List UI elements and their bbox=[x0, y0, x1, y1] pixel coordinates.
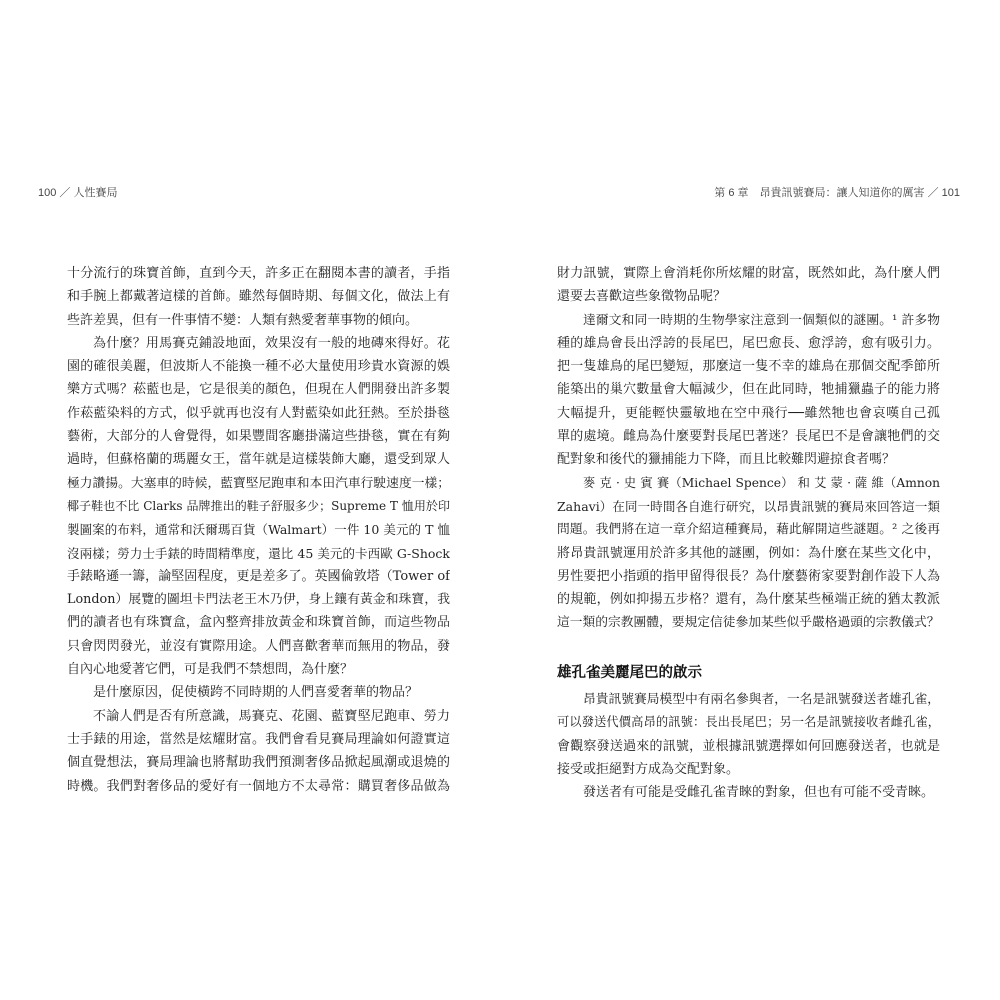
text-line: 和手腕上都戴著這樣的首飾。雖然每個時期、每個文化，做法上有 bbox=[67, 289, 450, 305]
text-line: 能築出的巢穴數量會大幅減少，但在此同時，牠捕獵蟲子的能力將 bbox=[557, 382, 940, 398]
text-line: 藝術，大部分的人會覺得，如果豐間客廳掛滿這些掛毯，實在有夠 bbox=[67, 429, 450, 445]
text-line: 配對象和後代的獵捕能力下降，而且比較難閃避掠食者嗎？ bbox=[557, 452, 896, 468]
text-line: 只會閃閃發光，並沒有實際用途。人們喜歡奢華而無用的物品，發 bbox=[67, 638, 450, 654]
text-line: 椰子鞋也不比 Clarks 品牌推出的鞋子舒服多少；Supreme T 恤用於印 bbox=[67, 498, 450, 513]
text-line: 這一類的宗教團體，要規定信徒參加某些似乎嚴格過頭的宗教儀式？ bbox=[557, 615, 940, 631]
text-line: 士手錶的用途，當然是炫耀財富。我們會看見賽局理論如何證實這 bbox=[67, 731, 450, 747]
text-line: Zahavi）在同一時間各自進行研究，以昂貴訊號的賽局來回答這一類 bbox=[557, 498, 940, 514]
text-line: 男性要把小指頭的指甲留得很長？為什麼藝術家要對創作設下人為 bbox=[557, 568, 940, 584]
text-line: 問題。我們將在這一章介紹這種賽局，藉此解開這些謎題。² 之後再 bbox=[557, 522, 940, 538]
text-line: London）展覽的圖坦卡門法老王木乃伊，身上鑲有黃金和珠寶，我 bbox=[67, 592, 450, 608]
text-line: 的規範，例如抑揚五步格？還有，為什麼某些極端正統的猶太教派 bbox=[557, 592, 940, 608]
text-line: 自內心地愛著它們，可是我們不禁想問，為什麼？ bbox=[67, 662, 354, 678]
text-line: 沒兩樣；勞力士手錶的時間精準度，還比 45 美元的卡西歐 G-Shock bbox=[67, 545, 450, 561]
text-line: 大幅提升，更能輕快靈敏地在空中飛行──雖然牠也會哀嘆自己孤 bbox=[557, 405, 940, 421]
text-line: 達爾文和同一時期的生物學家注意到一個類似的謎團。¹ 許多物 bbox=[583, 312, 940, 328]
text-line: 是什麼原因，促使橫跨不同時期的人們喜愛奢華的物品？ bbox=[93, 685, 419, 701]
text-line: 接受或拒絕對方成為交配對象。 bbox=[557, 761, 740, 777]
text-line: 時機。我們對奢侈品的愛好有一個地方不太尋常：購買奢侈品做為 bbox=[67, 778, 450, 794]
text-line: 還要去喜歡這些象徵物品呢？ bbox=[557, 289, 727, 305]
text-line: 不論人們是否有所意識，馬賽克、花園、藍寶堅尼跑車、勞力 bbox=[93, 708, 450, 724]
text-line: 會觀察發送過來的訊號，並根據訊號選擇如何回應發送者，也就是 bbox=[557, 738, 940, 754]
text-line: 財力訊號，實際上會消耗你所炫耀的財富，既然如此，為什麼人們 bbox=[557, 266, 940, 281]
text-line: 發送者有可能是受雌孔雀青睞的對象，但也有可能不受青睞。 bbox=[583, 785, 935, 801]
right-page-header: 第 6 章 昂貴訊號賽局：讓人知道你的厲害 ／ 101 bbox=[714, 187, 960, 199]
text-line: 些許差異，但有一件事情不變：人類有熱愛奢華事物的傾向。 bbox=[67, 312, 419, 328]
right-page-text-before-heading bbox=[557, 262, 940, 635]
text-line: 把一隻雄鳥的尾巴變短，那麼這一隻不幸的雄鳥在那個交配季節所 bbox=[557, 359, 940, 375]
text-line: 樂方式嗎？菘藍也是，它是很美的顏色，但現在人們開發出許多製 bbox=[67, 382, 450, 398]
left-page-header: 100 ／ 人性賽局 bbox=[38, 187, 118, 199]
text-line: 過時，但蘇格蘭的瑪麗女王，當年就是這樣裝飾大廳，還受到眾人 bbox=[67, 452, 450, 468]
text-line: 十分流行的珠寶首飾，直到今天，許多正在翻閱本書的讀者，手指 bbox=[67, 266, 450, 281]
text-line: 種的雄鳥會長出浮誇的長尾巴，尾巴愈長、愈浮誇，愈有吸引力。 bbox=[557, 335, 940, 351]
left-page-body bbox=[67, 262, 450, 798]
section-heading: 雄孔雀美麗尾巴的啟示 bbox=[557, 665, 702, 682]
text-line: 作菘藍染料的方式，似乎就再也沒有人對藍染如此狂熱。至於掛毯 bbox=[67, 405, 450, 421]
text-line: 麥 克 · 史 賓 賽（Michael Spence） 和 艾 蒙 · 薩 維（Amnon bbox=[583, 475, 940, 490]
text-line: 單的處境。雌鳥為什麼要對長尾巴著迷？長尾巴不是會讓牠們的交 bbox=[557, 429, 940, 445]
text-line: 將昂貴訊號運用於許多其他的謎團，例如：為什麼在某些文化中， bbox=[557, 545, 940, 561]
section-spacer bbox=[557, 635, 940, 658]
text-line: 園的確很美麗，但波斯人不能換一種不必大量使用珍貴水資源的娛 bbox=[67, 359, 450, 375]
text-line: 手錶略遜一籌，論堅固程度，更是差多了。英國倫敦塔（Tower of bbox=[67, 568, 450, 584]
right-page-body bbox=[557, 262, 940, 805]
text-line: 昂貴訊號賽局模型中有兩名參與者，一名是訊號發送者雄孔雀， bbox=[583, 692, 940, 708]
text-line: 個直覺想法，賽局理論也將幫助我們預測奢侈品掀起風潮或退燒的 bbox=[67, 755, 450, 771]
text-line: 可以發送代價高昂的訊號：長出長尾巴；另一名是訊號接收者雌孔雀， bbox=[557, 715, 940, 730]
text-line: 為什麼？用馬賽克鋪設地面，效果沒有一般的地磚來得好。花 bbox=[93, 335, 450, 351]
text-line: 製圖案的布料，通常和沃爾瑪百貨（Walmart）一件 10 美元的 T 恤 bbox=[67, 522, 450, 538]
right-page-text-after-heading bbox=[557, 688, 940, 804]
text-line: 極力讚揚。大塞車的時候，藍寶堅尼跑車和本田汽車行駛速度一樣； bbox=[67, 475, 450, 491]
text-line: 們的讀者也有珠寶盒，盒內整齊排放黃金和珠寶首飾，而這些物品 bbox=[67, 615, 450, 631]
